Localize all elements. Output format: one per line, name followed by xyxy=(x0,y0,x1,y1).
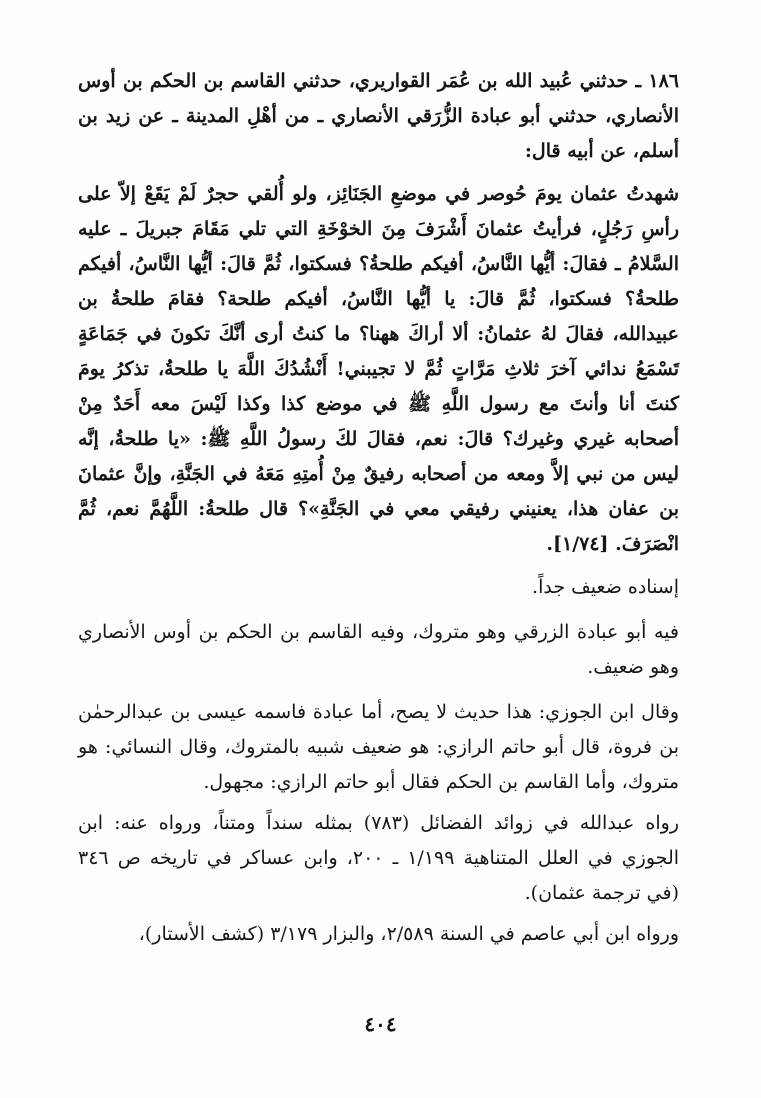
takhrij-note-sources: رواه عبدالله في زوائد الفضائل (٧٨٣) بمثله سنداً ومتناً، ورواه عنه: ابن الجوزي في العلل المتناهية ١/١٩٩ ـ ٢٠٠، وابن عساكر في تاريخه ص ٣٤٦ (في ترجمة عثمان). xyxy=(78,812,680,904)
takhrij-note-more-sources: ورواه ابن أبي عاصم في السنة ٢/٥٨٩، والبزار ٣/١٧٩ (كشف الأستار)، xyxy=(138,923,679,945)
hadith-number: ١٨٦ xyxy=(648,70,679,92)
hadith-matn: شهدتُ عثمان يومَ حُوصر في موضعِ الجَنَائِز، ولو أُلقي حجرٌ لَمْ يَقَعْ إلاّ على رأسِ رَجُلٍ، فرأيتُ عثمانَ أَشْرَفَ مِنَ الخوْخَةِ التي تلي مَقَامَ جبريلَ ـ عليه السَّلامُ ـ فقالَ: أيُّها النَّاسُ، أفيكم طلحةُ؟ فسكتوا، ثُمَّ قالَ: أيُّها النَّاسُ، أفيكم طلحةُ؟ فسكتوا، ثُمَّ قالَ: يا أيُّها النَّاسُ، أفيكم طلحة؟ فقامَ طلحةُ بن عبيدالله، فقالَ لهُ عثمانُ: ألا أراكَ ههنا؟ ما كنتُ أرى أنَّكَ تكونَ في جَمَاعَةٍ تَسْمَعُ ندائي آخرَ ثلاثِ مَرَّاتٍ ثُمَّ لا تجيبني! أَنْشُدُكَ اللَّهَ يا طلحةُ، تذكرُ يومَ كنتَ أنا وأنتَ مع رسول اللَّهِ ﷺ في موضع كذا وكذا لَيْسَ معه أَحَدٌ مِنْ أصحابه غيري وغيرك؟ قالَ: نعم، فقالَ لكَ رسولُ اللَّهِ ﷺ: «يا طلحةُ، إنَّه ليس من نبي إلاَّ ومعه من أصحابه رفيقٌ مِنْ أُمتِهِ مَعَهُ في الجَنَّةِ، وإنَّ عثمانَ بن عفان هذا، يعنيني رفيقي معي في الجَنَّةِ»؟ قال طلحةُ: اللَّهُمَّ نعم، ثُمَّ انْصَرَفَ. [١/٧٤]. xyxy=(78,183,679,555)
hadith-isnad-paragraph xyxy=(78,64,679,169)
page-content xyxy=(78,64,679,952)
takhrij-note-ibn-jawzi: وقال ابن الجوزي: هذا حديث لا يصح، أما عبادة فاسمه عيسى بن عبدالرحمٰن بن فروة، قال أبو حاتم الرازي: هو ضعيف شبيه بالمتروك، وقال النسائي: هو متروك، وأما القاسم بن الحكم فقال أبو حاتم الرازي: مجهول. xyxy=(78,701,679,793)
hadith-grade: إسناده ضعيف جداً. xyxy=(532,576,679,598)
hadith-isnad: ـ حدثني عُبيد الله بن عُمَر القواريري، حدثني القاسم بن الحكم بن أوس الأنصاري، حدثني أبو عبادة الزُّرَقي الأنصاري ـ من أهْلِ المدينة ـ عن زيد بن أسلم، عن أبيه قال: xyxy=(78,70,679,162)
page-number: ٤٠٤ xyxy=(364,1012,397,1036)
takhrij-note-narrators: فيه أبو عبادة الزرقي وهو متروك، وفيه القاسم بن الحكم بن أوس الأنصاري وهو ضعيف. xyxy=(78,621,679,678)
